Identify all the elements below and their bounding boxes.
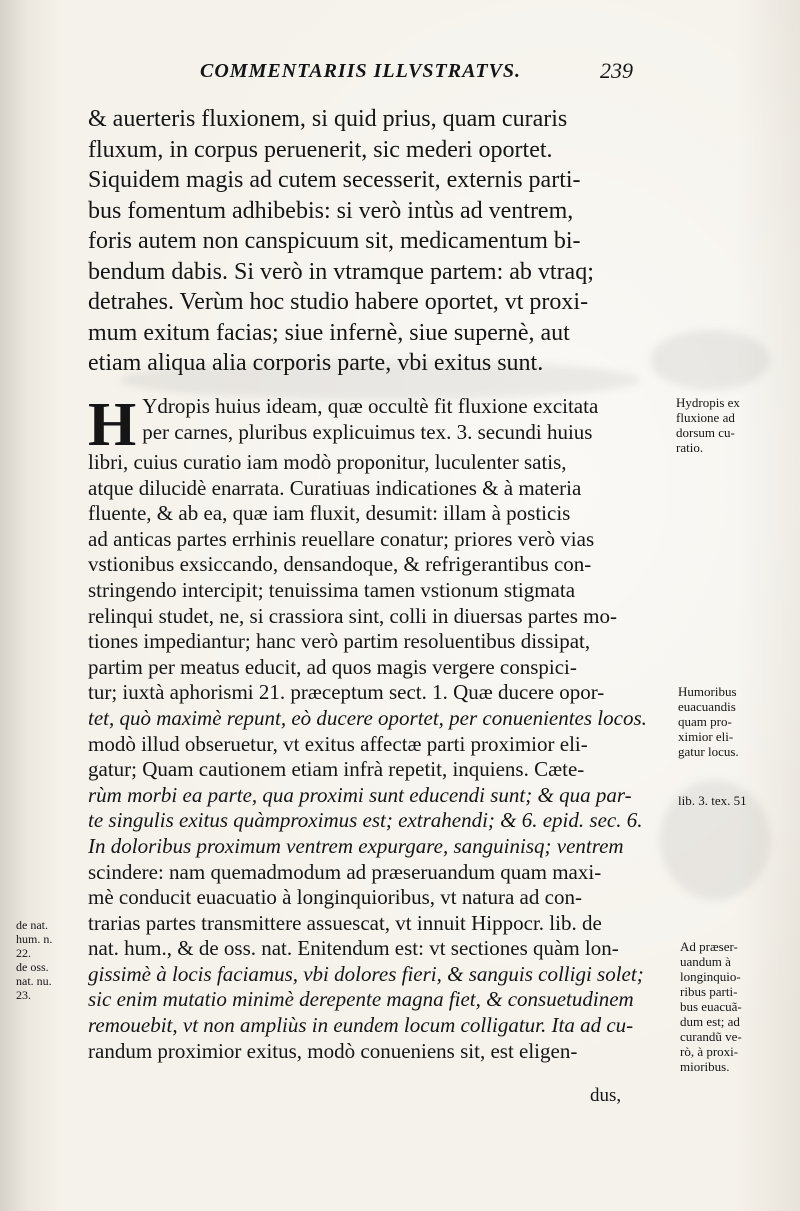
margin-note-line: de nat. xyxy=(16,918,48,932)
margin-note-line: curandũ ve- xyxy=(680,1029,742,1044)
hippocrates-text xyxy=(88,104,664,379)
margin-note-line: quam pro- xyxy=(678,714,732,729)
text-line: fluxum, in corpus peruenerit, sic mederi oportet. xyxy=(88,136,553,163)
text-line: mum exitum facias; siue infernè, siue supernè, aut xyxy=(88,319,570,346)
text-line: modò illud obseruetur, vt exitus affectæ parti proximior eli- xyxy=(88,731,588,756)
text-line: bus fomentum adhibebis: si verò intùs ad ventrem, xyxy=(88,197,574,224)
text-line: scindere: nam quemadmodum ad præseruandum quam maxi- xyxy=(88,859,602,884)
drop-cap: H xyxy=(88,391,137,459)
margin-note-evacuation xyxy=(678,684,794,759)
bleed-through-smudge xyxy=(650,330,770,390)
margin-note-line: lib. 3. tex. 51 xyxy=(678,793,747,808)
text-line: gissimè à locis faciamus, vbi dolores fieri, & sanguis colligi solet; xyxy=(88,961,644,986)
text-line: fluente, & ab ea, quæ iam fluxit, desumit: illam à posticis xyxy=(88,501,571,526)
text-line: trarias partes transmittere assuescat, vt innuit Hippocr. lib. de xyxy=(88,910,602,935)
margin-note-line: Ad præser- xyxy=(680,939,738,954)
margin-note-line: dum est; ad xyxy=(680,1014,740,1029)
margin-note-reference xyxy=(678,793,794,808)
text-line: te singulis exitus quàmproximus est; extrahendi; & 6. epid. sec. 6. xyxy=(88,808,643,833)
text-line: rùm morbi ea parte, qua proximi sunt educendi sunt; & qua par- xyxy=(88,782,632,807)
margin-note-line: Humoribus xyxy=(678,684,737,699)
text-line: per carnes, pluribus explicuimus tex. 3. secundi huius xyxy=(142,419,593,444)
text-line: stringendo intercipit; tenuissima tamen vstionum stigmata xyxy=(88,577,576,602)
text-line: detrahes. Verùm hoc studio habere oportet, vt proxi- xyxy=(88,289,589,315)
margin-note-dropsy xyxy=(676,395,794,455)
catchword: dus, xyxy=(590,1085,622,1106)
margin-note-line: rò, à proxi- xyxy=(680,1044,739,1059)
margin-note-citation xyxy=(16,918,82,1002)
margin-note-line: 22. xyxy=(16,946,31,960)
text-line: gatur; Quam cautionem etiam infrà repetit, inquiens. Cæte- xyxy=(88,757,585,782)
margin-note-line: euacuandis xyxy=(678,699,736,714)
text-line: ad anticas partes errhinis reuellare conatur; priores verò vias xyxy=(88,526,595,551)
page-number: 239 xyxy=(600,58,633,83)
text-line: foris autem non canspicuum sit, medicamentum bi- xyxy=(88,228,581,254)
text-line: & auerteris fluxionem, si quid prius, quam curaris xyxy=(88,106,568,132)
text-line: tur; iuxtà aphorismi 21. præceptum sect. 1. Quæ ducere opor- xyxy=(88,680,605,705)
margin-note-line: bus euacuã- xyxy=(680,999,742,1014)
text-line: relinqui studet, ne, si crassiora sint, colli in diuersas partes mo- xyxy=(88,603,617,628)
margin-note-line: longinquio- xyxy=(680,969,741,984)
margin-note-line: nat. nu. xyxy=(16,974,52,988)
margin-note-line: fluxione ad xyxy=(676,410,735,425)
text-line: remouebit, vt non ampliùs in eundem locum colligatur. Ita ad cu- xyxy=(88,1013,634,1038)
margin-note-line: dorsum cu- xyxy=(676,425,735,440)
text-line: partim per meatus educit, ad quos magis vergere conspici- xyxy=(88,654,577,679)
text-line: vstionibus exsiccando, densandoque, & refrigerantibus con- xyxy=(88,552,592,577)
text-line: tet, quò maximè repunt, eò ducere oportet, per conuenientes locos. xyxy=(88,705,647,730)
margin-note-line: Hydropis ex xyxy=(676,395,740,410)
commentary-text xyxy=(88,391,664,1064)
text-line: In doloribus proximum ventrem expurgare, sanguinisq; ventrem xyxy=(88,833,624,858)
margin-note-line: ratio. xyxy=(676,440,704,455)
text-line: nat. hum., & de oss. nat. Enitendum est: vt sectiones quàm lon- xyxy=(88,936,619,961)
margin-note-line: uandum à xyxy=(680,954,731,969)
margin-note-line: hum. n. xyxy=(16,932,53,946)
text-line: randum proximior exitus, modò conueniens sit, est eligen- xyxy=(88,1038,578,1063)
margin-note-line: de oss. xyxy=(16,960,49,974)
running-head: COMMENTARIIS ILLVSTRATVS. xyxy=(200,60,522,82)
margin-note-line: gatur locus. xyxy=(678,744,739,759)
margin-note-line: 23. xyxy=(16,988,31,1002)
text-line: mè conducit euacuatio à longinquioribus, vt natura ad con- xyxy=(88,885,582,910)
text-line: Siquidem magis ad cutem secesserit, externis parti- xyxy=(88,167,581,193)
text-line: libri, cuius curatio iam modò proponitur, luculenter satis, xyxy=(88,450,567,474)
margin-note-preservation xyxy=(680,939,794,1074)
text-line: Ydropis huius ideam, quæ occultè fit fluxione excitata xyxy=(142,394,599,418)
margin-note-line: ribus parti- xyxy=(680,984,738,999)
text-line: tiones impediantur; hanc verò partim resoluentibus dissipat, xyxy=(88,629,591,654)
text-line: bendum dabis. Si verò in vtramque partem: ab vtraq; xyxy=(88,258,594,285)
margin-note-line: mioribus. xyxy=(680,1059,730,1074)
text-line: sic enim mutatio minimè derepente magna fiet, & consuetudinem xyxy=(88,987,634,1012)
text-line: atque dilucidè enarrata. Curatiuas indicationes & à materia xyxy=(88,475,582,500)
text-line: etiam aliqua alia corporis parte, vbi exitus sunt. xyxy=(88,350,544,376)
margin-note-line: ximior eli- xyxy=(678,729,734,744)
